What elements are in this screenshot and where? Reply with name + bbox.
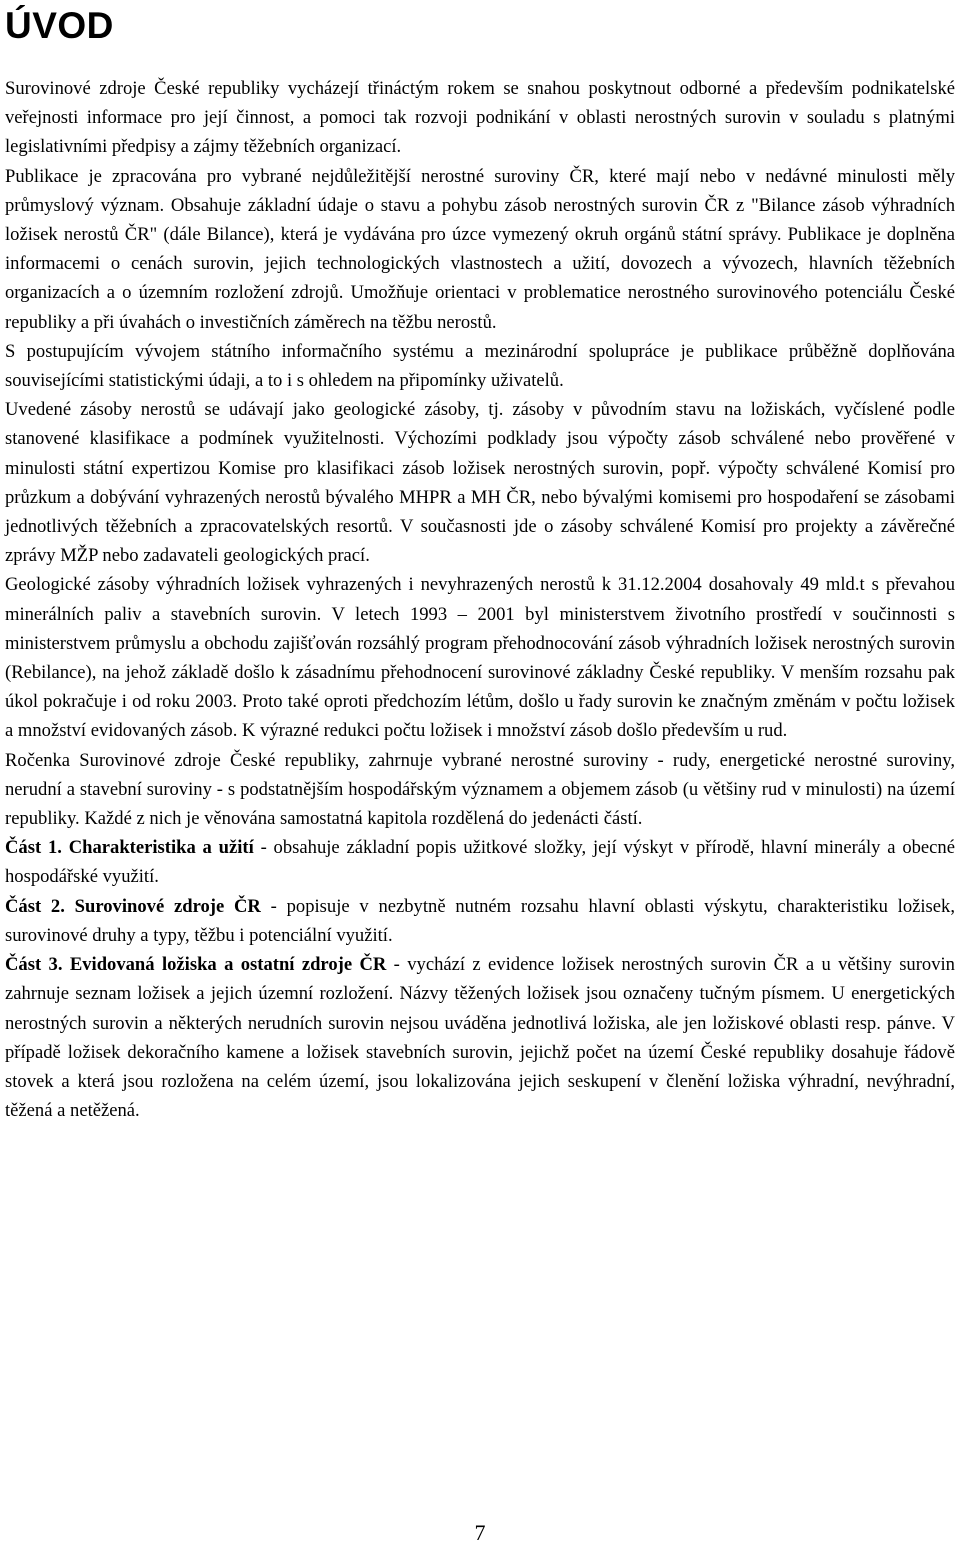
part-2-text: - popisuje v nezbytně nutném rozsahu hlavní oblasti výskytu, charakteristiku ložisek, surovinové druhy a typy, těžbu i potenciální využití. — [5, 895, 955, 946]
body-text — [5, 74, 955, 1125]
paragraph-intro: Surovinové zdroje České republiky vycházejí třináctým rokem se snahou poskytnout odborné a především podnikatelské veřejnosti informace pro její činnost, a pomoci tak rozvoji podnikání v oblasti nerostných surovin v souladu s platnými legislativními předpisy a zájmy těžebních organizací. — [5, 78, 955, 158]
document-page — [5, 0, 955, 1125]
page-number: 7 — [474, 1520, 486, 1545]
part-1-paragraph — [5, 833, 955, 891]
page-title: ÚVOD — [5, 5, 114, 46]
part-2-paragraph — [5, 892, 955, 950]
part-3-label: Část 3. Evidovaná ložiska a ostatní zdroje ČR — [5, 954, 387, 976]
part-3-text: - vychází z evidence ložisek nerostných surovin ČR a u většiny surovin zahrnuje seznam ložisek a jejich územní rozložení. Názvy těžených ložisek jsou označeny tučným písmem. U energetických nerostných surovin a některých nerudních surovin nejsou uváděna jednotlivá ložiska, ale jen ložiskové oblasti resp. pánve. V případě ložisek dekoračního kamene a ložisek stavebních surovin, jejichž počet na území České republiky dosahuje řádově stovek a která jsou rozložena na celém území, jsou lokalizována jejich seskupení v členění ložiska výhradní, nevýhradní, těžená a netěžená. — [5, 954, 955, 1122]
part-2-label: Část 2. Surovinové zdroje ČR — [5, 895, 261, 917]
part-1-label: Část 1. Charakteristika a užití — [5, 837, 254, 859]
paragraph-reserves: Uvedené zásoby nerostů se udávají jako geologické zásoby, tj. zásoby v původním stavu na ložiskách, vyčíslené podle stanovené klasifikace a podmínek využitelnosti. Výchozími podklady jsou výpočty zásob schválené nebo prověřené v minulosti státní expertizou Komise pro klasifikaci zásob ložisek nerostných surovin, popř. výpočty schválené Komisí pro průzkum a dobývání vyhrazených nerostů bývalého MHPR a MH ČR, nebo bývalými komisemi pro hospodaření se zásobami jednotlivých těžebních a zpracovatelských resortů. V současnosti jde o zásoby schválené Komisí pro projekty a závěrečné zprávy MŽP nebo zadavateli geologických prací. — [5, 399, 955, 567]
paragraph-geological-reserves: Geologické zásoby výhradních ložisek vyhrazených i nevyhrazených nerostů k 31.12.2004 dosahovaly 49 mld.t s převahou minerálních paliv a stavebních surovin. V letech 1993 – 2001 byl ministerstvem životního prostředí v součinnosti s ministerstvem průmyslu a obchodu zajišťován rozsáhlý program přehodnocování zásob výhradních ložisek nerostných surovin (Rebilance), na jehož základě došlo k zásadnímu přehodnocení surovinové základny České republiky. V menším rozsahu pak úkol pokračuje i od roku 2003. Proto také oproti předchozím létům, došlo u řady surovin ke značným změnám v počtu ložisek a množství evidovaných zásob. K výrazné redukci počtu ložisek i množství zásob došlo především u rud. — [5, 574, 955, 742]
part-3-paragraph — [5, 950, 955, 1125]
part-1-text: - obsahuje základní popis užitkové složky, její výskyt v přírodě, hlavní minerály a obecné hospodářské využití. — [5, 837, 955, 888]
paragraph-yearbook: Ročenka Surovinové zdroje České republiky, zahrnuje vybrané nerostné suroviny - rudy, energetické nerostné suroviny, nerudní a stavební suroviny - s podstatnějším hospodářským významem a objemem zásob (u většiny rud v minulosti) na území republiky. Každé z nich je věnována samostatná kapitola rozdělená do jedenácti částí. — [5, 749, 955, 830]
paragraph-publication: Publikace je zpracována pro vybrané nejdůležitější nerostné suroviny ČR, které mají nebo v nedávné minulosti měly průmyslový význam. Obsahuje základní údaje o stavu a pohybu zásob nerostných surovin ČR z "Bilance zásob výhradních ložisek nerostů ČR" (dále Bilance), která je vydávána pro úzce vymezený okruh orgánů státní správy. Publikace je doplněna informacemi o cenách surovin, jejich technologických vlastnostech a užití, dovozech a vývozech, hlavních těžebních organizacích a o územním rozložení zdrojů. Umožňuje orientaci v problematice nerostného surovinového potenciálu České republiky a při úvahách o investičních záměrech na těžbu nerostů. — [5, 165, 955, 333]
paragraph-information-system: S postupujícím vývojem státního informačního systému a mezinárodní spolupráce je publikace průběžně doplňována souvisejícími statistickými údaji, a to i s ohledem na připomínky uživatelů. — [5, 340, 955, 392]
